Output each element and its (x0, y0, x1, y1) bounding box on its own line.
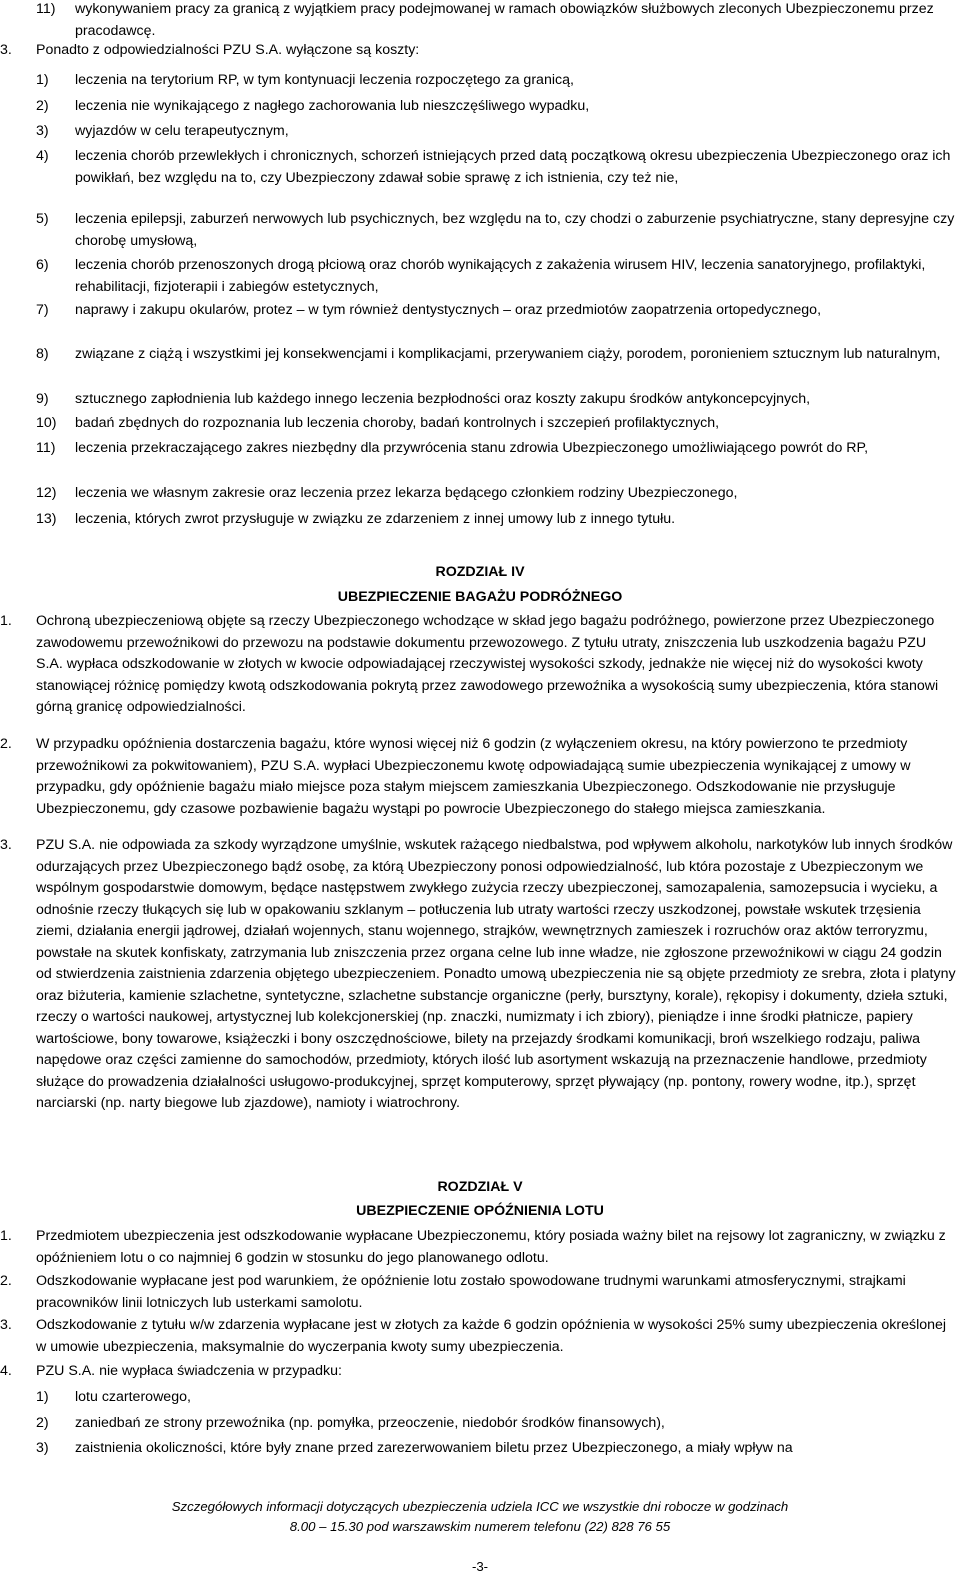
section-number: 3. (0, 42, 12, 58)
chapter-title: ROZDZIAŁ IV (435, 564, 525, 580)
item-text: lotu czarterowego, (75, 1389, 191, 1405)
item-number: 8) (36, 346, 49, 362)
page-number: -3- (471, 1559, 489, 1574)
item-number: 2) (36, 98, 49, 114)
item-number: 1. (0, 613, 12, 629)
section-text: Ponadto z odpowiedzialności PZU S.A. wyłączone są koszty: (36, 42, 420, 58)
item-text: leczenia na terytorium RP, w tym kontynuacji leczenia rozpoczętego za granicą, (75, 72, 574, 88)
chapter-subtitle: UBEZPIECZENIE OPÓŹNIENIA LOTU (356, 1203, 604, 1219)
item-text: wyjazdów w celu terapeutycznym, (75, 123, 289, 139)
item-number: 2. (0, 1273, 12, 1289)
item-text: Odszkodowanie wypłacane jest pod warunkiem, że opóźnienie lotu zostało spowodowane trudnymi warunkami atmosferycznymi, strajkami pracowników linii lotniczych lub usterkami samolotu. (36, 1273, 906, 1311)
item-number: 2) (36, 1415, 49, 1431)
item-text: PZU S.A. nie odpowiada za szkody wyrządzone umyślnie, wskutek rażącego niedbalstwa, pod wpływem alkoholu, narkotyków lub innych środków odurzających przez Ubezpieczonego bądź osobę, za którą Ubezpieczony ponosi odpowiedzialność, lub która pozostaje z Ubezpieczonym we wspólnym gospodarstwie domowym, będące następstwem zwykłego zużycia rzeczy ubezpieczonej, samozapalenia, samozepsucia i wycieku, a odnośnie rzeczy tłukących się lub w opakowaniu szklanym – potłuczenia lub utraty wartości rzeczy uszkodzonej, powstałe wskutek trzęsienia ziemi, działania energii jądrowej, działań wojennych, stanu wojennego, strajków, wewnętrznych zamieszek i rozruchów oraz aktów terroryzmu, powstałe na skutek konfiskaty, zatrzymania lub zniszczenia przez organa celne lub inne władze, nie zgłoszone przewoźnikowi w ciągu 24 godzin od stwierdzenia zaistnienia zdarzenia objętego ubezpieczeniem. Ponadto umową ubezpieczenia nie są objęte przedmioty ze srebra, złota i platyny oraz biżuteria, kamienie szlachetne, syntetyczne, szlachetne substancje organiczne (perły, bursztyny, korale), rękopisy i dokumenty, dzieła sztuki, rzeczy o wartości naukowej, artystycznej lub kolekcjonerskiej (np. znaczki, numizmaty i ich zbiory), pieniądze i inne środki płatnicze, papiery wartościowe, bony towarowe, książeczki i bony oszczędnościowe, bilety na przejazdy środkami komunikacji, broń wszelkiego rodzaju, paliwa napędowe oraz części zamienne do samochodów, przedmioty, których ilość lub asortyment wskazują na przeznaczenie handlowe, przedmioty służące do prowadzenia działalności usługowo-produkcyjnej, sprzęt komputerowy, sprzęt pływający (np. pontony, rowery wodne, itp.), sprzęt narciarski (np. narty biegowe lub zjazdowe), namioty i wiatrochrony. (36, 837, 956, 1111)
item-text: leczenia we własnym zakresie oraz leczenia przez lekarza będącego członkiem rodziny Ubezpieczonego, (75, 485, 738, 501)
footer-line: Szczegółowych informacji dotyczących ubezpieczenia udziela ICC we wszystkie dni robocze w godzinach (171, 1499, 789, 1514)
item-number: 1) (36, 72, 49, 88)
chapter-subtitle: UBEZPIECZENIE BAGAŻU PODRÓŻNEGO (337, 589, 623, 605)
item-text: leczenia epilepsji, zaburzeń nerwowych lub psychicznych, bez względu na to, czy chodzi o zaburzenie psychiatryczne, stany depresyjne czy chorobę umysłową, (75, 211, 955, 249)
footer-line: 8.00 – 15.30 pod warszawskim numerem telefonu (22) 828 76 55 (289, 1519, 671, 1534)
item-number: 7) (36, 302, 49, 318)
item-number: 10) (36, 415, 57, 431)
item-number: 9) (36, 391, 49, 407)
item-number: 3. (0, 1317, 12, 1333)
item-text: Odszkodowanie z tytułu w/w zdarzenia wypłacane jest w złotych za każde 6 godzin opóźnienia w wysokości 25% sumy ubezpieczenia określonej w umowie ubezpieczenia, maksymalnie do wyczerpania kwoty sumy ubezpieczenia. (36, 1317, 947, 1355)
item-number: 5) (36, 211, 49, 227)
item-number: 11) (36, 1, 56, 17)
item-number: 1) (36, 1389, 49, 1405)
item-text: leczenia nie wynikającego z nagłego zachorowania lub nieszczęśliwego wypadku, (75, 98, 590, 114)
item-text: wykonywaniem pracy za granicą z wyjątkiem pracy podejmowanej w ramach obowiązków służbowych zleconych Ubezpieczonemu przez pracodawcę. (75, 1, 934, 39)
item-text: leczenia, których zwrot przysługuje w związku ze zdarzeniem z innej umowy lub z innego tytułu. (75, 511, 676, 527)
item-number: 4) (36, 148, 49, 164)
item-number: 12) (36, 485, 57, 501)
item-text: sztucznego zapłodnienia lub każdego innego leczenia bezpłodności oraz koszty zakupu środków antykoncepcyjnych, (75, 391, 811, 407)
item-number: 3) (36, 123, 49, 139)
item-number: 6) (36, 257, 49, 273)
chapter-title: ROZDZIAŁ V (437, 1179, 523, 1195)
item-text: zaistnienia okoliczności, które były znane przed zarezerwowaniem biletu przez Ubezpieczonego, a miały wpływ na (75, 1440, 793, 1456)
item-text: naprawy i zakupu okularów, protez – w tym również dentystycznych – oraz przedmiotów zaopatrzenia ortopedycznego, (75, 302, 822, 318)
item-text: PZU S.A. nie wypłaca świadczenia w przypadku: (36, 1363, 342, 1379)
item-number: 1. (0, 1228, 12, 1244)
item-text: leczenia chorób przenoszonych drogą płciową oraz chorób wynikających z zakażenia wirusem HIV, leczenia sanatoryjnego, profilaktyki, rehabilitacji, fizjoterapii i zabiegów estetycznych, (75, 257, 926, 295)
item-text: związane z ciążą i wszystkimi jej konsekwencjami i komplikacjami, przerywaniem ciąży, porodem, poronieniem sztucznym lub naturalnym, (75, 346, 941, 362)
item-text: Ochroną ubezpieczeniową objęte są rzeczy Ubezpieczonego wchodzące w skład jego bagażu podróżnego, powierzone przez Ubezpieczonego zawodowemu przewoźnikowi do przewozu na podstawie dokumentu przewozowego. Z tytułu utraty, zniszczenia lub uszkodzenia bagażu PZU S.A. wypłaca odszkodowanie w złotych w kwocie odpowiadającej rzeczywistej wysokości szkody, jednakże nie więcej niż do wysokości kwoty stanowiącej różnicę pomiędzy kwotą odszkodowania pokrytą przez zawodowego przewoźnika a wysokością sumy ubezpieczenia, która stanowi górną granicę odpowiedzialności. (36, 613, 939, 715)
item-text: leczenia przekraczającego zakres niezbędny dla przywrócenia stanu zdrowia Ubezpieczonego umożliwiającego powrót do RP, (75, 440, 869, 456)
item-text: zaniedbań ze strony przewoźnika (np. pomyłka, przeoczenie, niedobór środków finansowych), (75, 1415, 665, 1431)
item-text: leczenia chorób przewlekłych i chronicznych, schorzeń istniejących przed datą początkową okresu ubezpieczenia Ubezpieczonego oraz ich powikłań, bez względu na to, czy Ubezpieczony zdawał sobie sprawę z ich istnienia, czy też nie, (75, 148, 951, 186)
item-number: 3) (36, 1440, 49, 1456)
item-number: 4. (0, 1363, 12, 1379)
item-number: 3. (0, 837, 12, 853)
item-number: 11) (36, 440, 56, 456)
item-text: Przedmiotem ubezpieczenia jest odszkodowanie wypłacane Ubezpieczonemu, który posiada ważny bilet na rejsowy lot zagraniczny, w związku z opóźnieniem lotu o co najmniej 6 godzin w stosunku do jego planowanego odlotu. (36, 1228, 946, 1266)
item-number: 13) (36, 511, 57, 527)
item-number: 2. (0, 736, 12, 752)
item-text: badań zbędnych do rozpoznania lub leczenia choroby, badań kontrolnych i szczepień profilaktycznych, (75, 415, 720, 431)
item-text: W przypadku opóźnienia dostarczenia bagażu, które wynosi więcej niż 6 godzin (z wyłączeniem okresu, na który powierzono te przedmioty przewoźnikowi za pokwitowaniem), PZU S.A. wypłaci Ubezpieczonemu kwotę odpowiadającą sumie ubezpieczenia wynikającej z umowy w przypadku, gdy opóźnienie bagażu miało miejsce poza stałym miejscem zamieszkania Ubezpieczonego. Odszkodowanie nie przysługuje Ubezpieczonemu, gdy czasowe pozbawienie bagażu wystąpi po powrocie Ubezpieczonego do stałego miejsca zamieszkania. (36, 736, 911, 817)
